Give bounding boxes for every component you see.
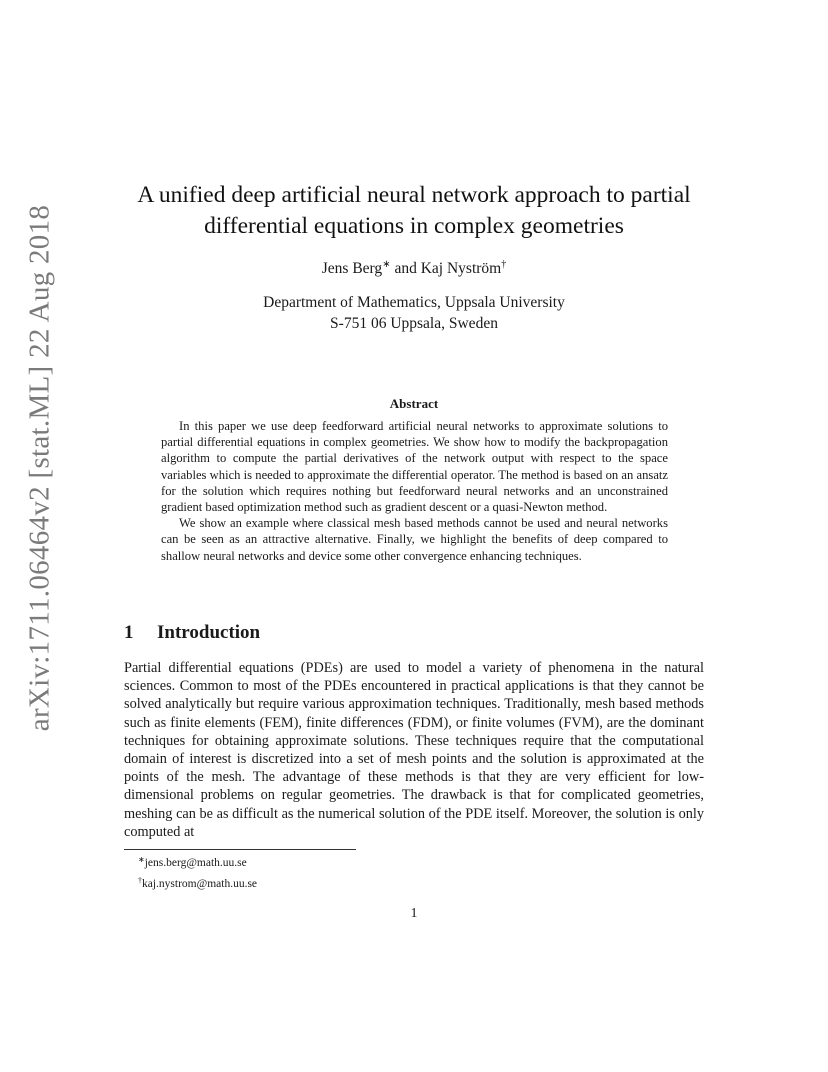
footnote-rule <box>124 849 356 850</box>
affiliation <box>110 292 718 334</box>
author-connector: and <box>390 260 421 277</box>
footnote-mark: ∗ <box>138 855 145 864</box>
section-number: 1 <box>124 622 134 643</box>
author-name: Jens Berg <box>321 260 383 277</box>
footnote-mark: ∗ <box>382 259 391 270</box>
footnote <box>138 872 257 893</box>
title-line-1: A unified deep artificial neural network approach to partial <box>137 182 691 208</box>
paper-title <box>110 180 718 242</box>
title-line-2: differential equations in complex geometries <box>204 213 624 239</box>
affiliation-line: Department of Mathematics, Uppsala University <box>263 294 565 311</box>
arxiv-side-stamp <box>20 204 60 731</box>
abstract-heading: Abstract <box>389 396 439 411</box>
arxiv-identifier: arXiv:1711.06464v2 [stat.ML] 22 Aug 2018 <box>23 204 56 731</box>
footnotes <box>138 851 257 893</box>
abstract-paragraph: We show an example where classical mesh based methods cannot be used and neural networks can be seen as an attractive alternative. Finally, we highlight the benefits of deep compared to shallow neural networks and device some other convergence enhancing techniques. <box>161 516 668 563</box>
footnote-mark: † <box>501 259 507 270</box>
abstract-body <box>161 418 668 564</box>
footnote-mark: † <box>138 876 142 885</box>
abstract-paragraph: In this paper we use deep feedforward artificial neural networks to approximate solutions to partial differential equations in complex geometries. We show how to modify the backpropagation algorithm to compute the partial derivatives of the network output with respect to the space variables which is needed to approximate the differential operator. The method is based on an ansatz for the solution which requires nothing but feedforward neural networks and an unconstrained gradient based optimization method such as gradient descent or a quasi-Newton method. <box>161 419 668 515</box>
body-paragraph: Partial differential equations (PDEs) are used to model a variety of phenomena in the natural sciences. Common to most of the PDEs encountered in practical applications is that they cannot be solved analytically but require various approximation techniques. Traditionally, mesh based methods such as finite elements (FEM), finite differences (FDM), or finite volumes (FVM), are the dominant techniques for obtaining approximate solutions. These techniques require that the computational domain of interest is discretized into a set of mesh points and the solution is approximated at the points of the mesh. The advantage of these methods is that they are very efficient for low-dimensional problems on regular geometries. The drawback is that for complicated geometries, meshing can be as difficult as the numerical solution of the PDE itself. Moreover, the solution is only computed at <box>124 660 704 840</box>
footnote-email: jens.berg@math.uu.se <box>144 857 247 869</box>
affiliation-line: S-751 06 Uppsala, Sweden <box>330 315 498 332</box>
page-number: 1 <box>410 906 418 921</box>
author-list <box>110 259 718 278</box>
introduction-body <box>124 659 704 841</box>
footnote <box>138 851 257 872</box>
author-name: Kaj Nyström <box>420 260 502 277</box>
section-heading <box>124 622 260 644</box>
footnote-email: kaj.nystrom@math.uu.se <box>142 878 258 890</box>
section-title: Introduction <box>157 622 261 643</box>
